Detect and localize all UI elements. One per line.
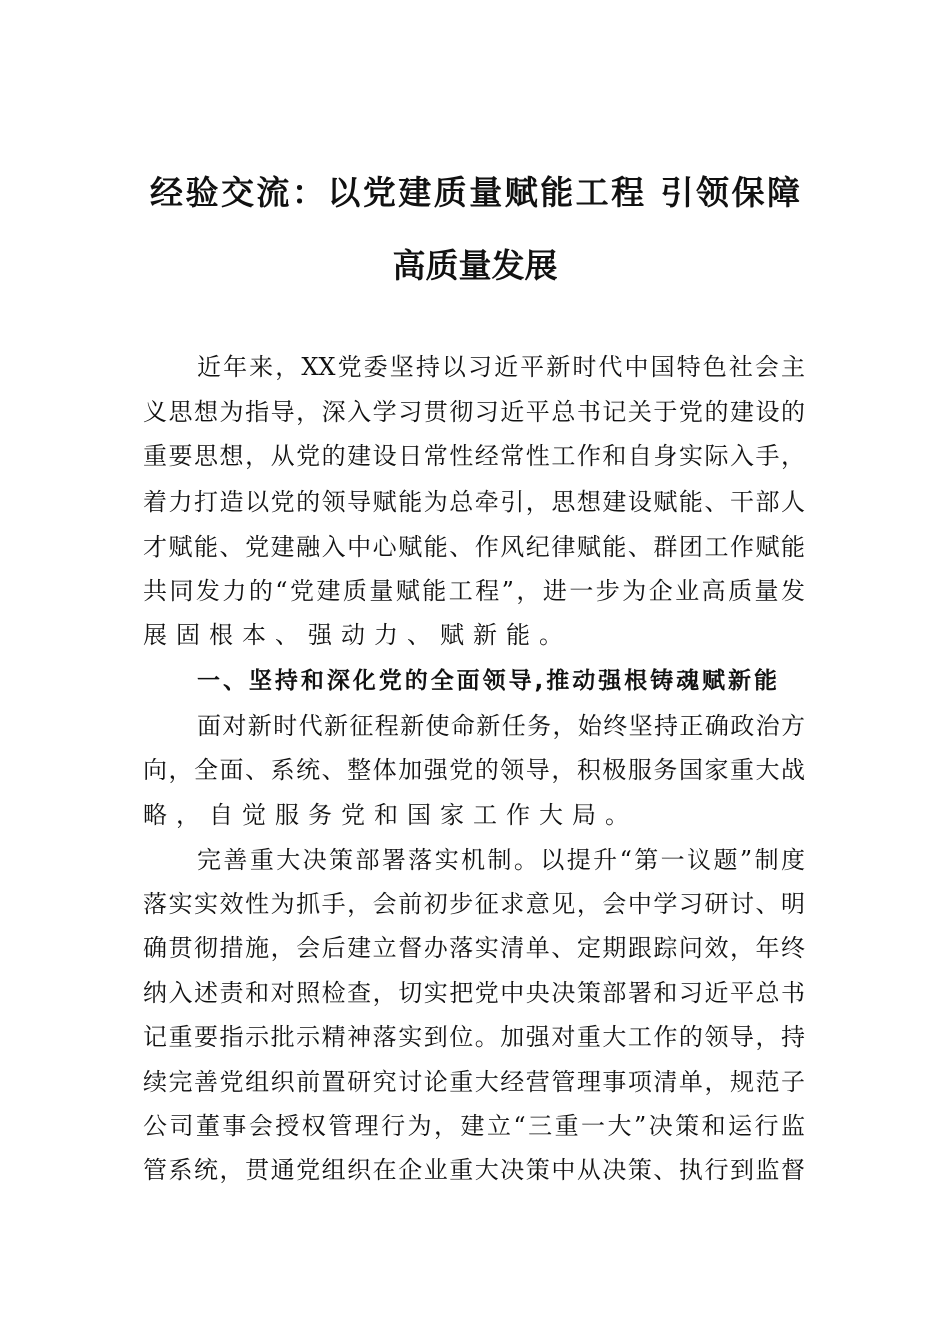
paragraph-line: 展固根本、强动力、赋新能。 — [143, 621, 572, 649]
section-heading: 一、坚持和深化党的全面领导,推动强根铸魂赋新能 — [197, 668, 777, 694]
paragraph-line: 着力打造以党的领导赋能为总牵引，思想建设赋能、干部人 — [143, 488, 805, 516]
paragraph-line: 记重要指示批示精神落实到位。加强对重大工作的领导，持 — [143, 1023, 805, 1051]
paragraph-line: 管系统，贯通党组织在企业重大决策中从决策、执行到监督 — [143, 1156, 805, 1184]
paragraph-line: 确贯彻措施，会后建立督办落实清单、定期跟踪问效，年终 — [143, 934, 805, 962]
paragraph-line: 续完善党组织前置研究讨论重大经营管理事项清单，规范子 — [143, 1068, 805, 1096]
paragraph-line: 重要思想，从党的建设日常性经常性工作和自身实际入手， — [143, 442, 805, 470]
paragraph-line: 落实实效性为抓手，会前初步征求意见，会中学习研讨、明 — [143, 890, 805, 918]
document-title-line-2: 高质量发展 — [392, 246, 558, 285]
paragraph-line: 近年来，XX党委坚持以习近平新时代中国特色社会主 — [197, 353, 805, 381]
paragraph-line: 向，全面、系统、整体加强党的领导，积极服务国家重大战 — [143, 756, 805, 784]
paragraph-line: 略，自觉服务党和国家工作大局。 — [143, 801, 638, 829]
paragraph-line: 纳入述责和对照检查，切实把党中央决策部署和习近平总书 — [143, 979, 805, 1007]
paragraph-line: 义思想为指导，深入学习贯彻习近平总书记关于党的建设的 — [143, 398, 805, 426]
paragraph-line: 面对新时代新征程新使命新任务，始终坚持正确政治方 — [197, 712, 805, 740]
paragraph-line: 完善重大决策部署落实机制。以提升“第一议题”制度 — [197, 846, 805, 874]
paragraph-line: 共同发力的“党建质量赋能工程”，进一步为企业高质量发 — [143, 577, 805, 605]
paragraph-line: 公司董事会授权管理行为，建立“三重一大”决策和运行监 — [143, 1112, 805, 1140]
document-title-line-1: 经验交流：以党建质量赋能工程 引领保障 — [150, 173, 800, 212]
paragraph-line: 才赋能、党建融入中心赋能、作风纪律赋能、群团工作赋能 — [143, 533, 805, 561]
